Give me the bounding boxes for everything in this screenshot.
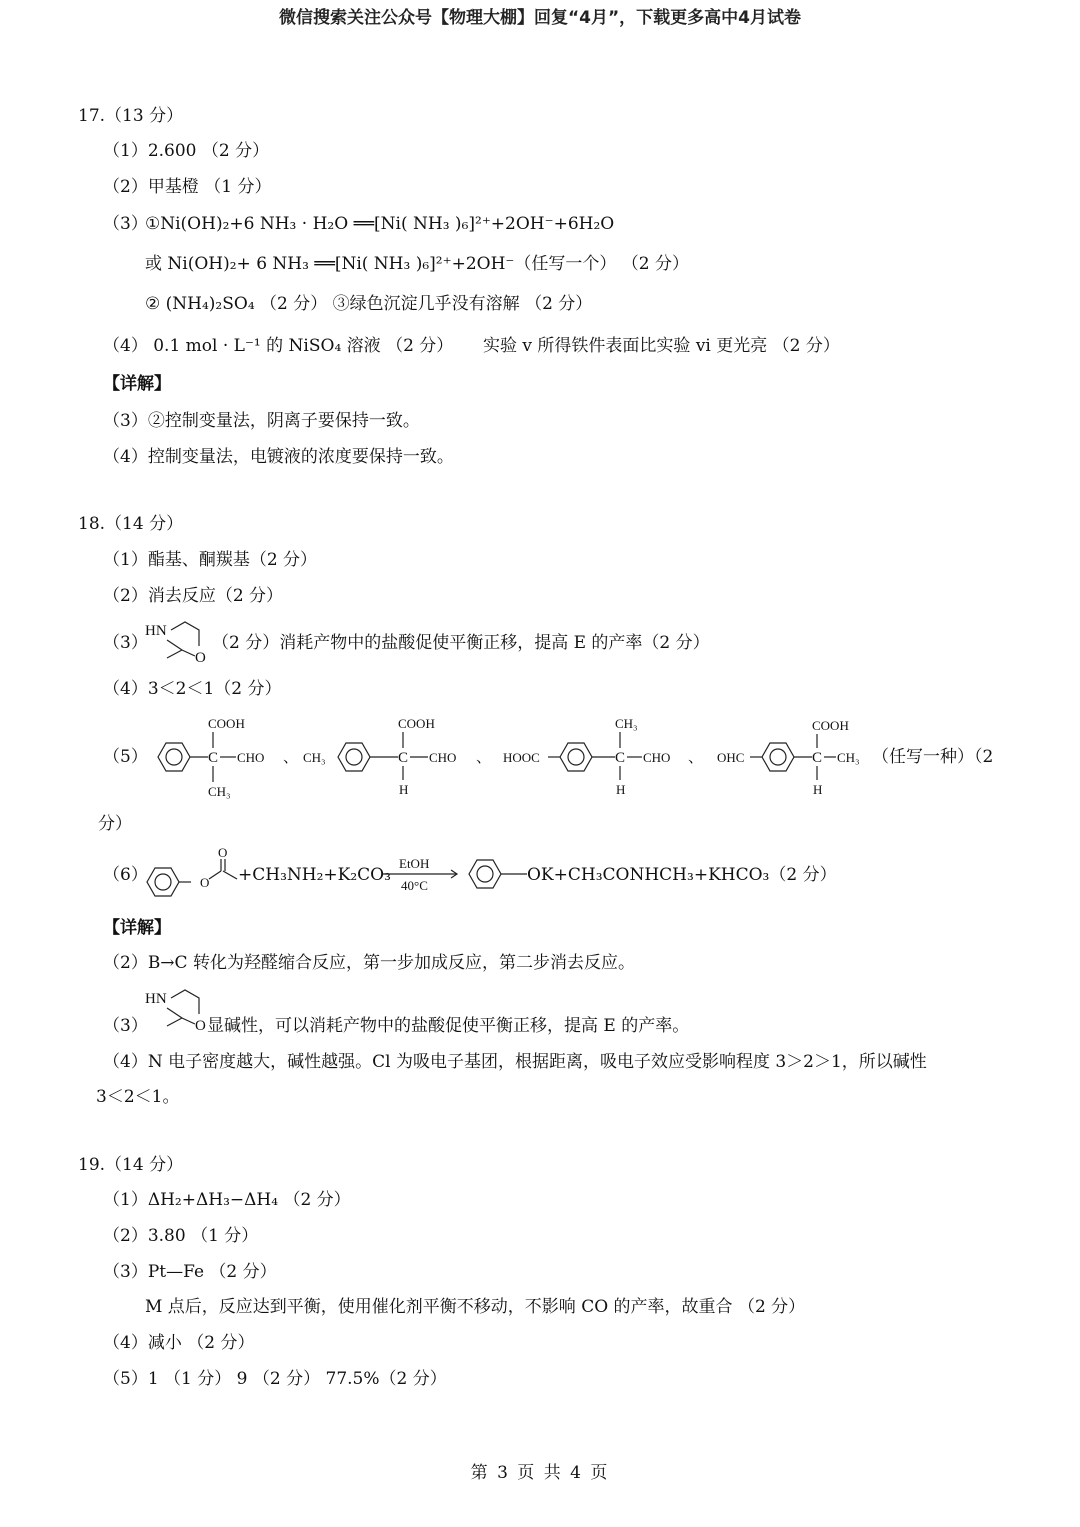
- morpholine-ring-bonds-top: [171, 990, 199, 1014]
- q19-answer-4: （4）减小 （2 分）: [103, 1333, 255, 1353]
- q18-answer-4: （4）3＜2＜1（2 分）: [103, 679, 282, 699]
- benzene-ring: [469, 860, 501, 888]
- benzene-ring-1-circle: [166, 749, 182, 765]
- q19-answer-1: （1）ΔH₂+ΔH₃−ΔH₄ （2 分）: [103, 1190, 351, 1210]
- separator: 、: [283, 750, 299, 766]
- isomer-4: [717, 718, 860, 797]
- morpholine-o-label: O: [195, 1018, 206, 1034]
- h-label: H: [399, 782, 409, 797]
- q17-detail-heading: 【详解】: [103, 374, 171, 394]
- q18-answer-6-products: OK+CH₃CONHCH₃+KHCO₃（2 分）: [527, 865, 837, 885]
- q17-answer-4-part-1: （4） 0.1 mol · L⁻¹ 的 NiSO₄ 溶液 （2 分）: [103, 336, 454, 356]
- q17-answer-3-equation-2: 或 Ni(OH)₂+ 6 NH₃ ══[Ni( NH₃ )₆]²⁺+2OH⁻（任写一个） （2 分）: [145, 254, 689, 274]
- cooh-label: COOH: [398, 716, 435, 731]
- q17-title: 17.（13 分）: [78, 106, 184, 126]
- q17-detail-4: （4）控制变量法，电镀液的浓度要保持一致。: [103, 447, 454, 467]
- ch3-label: CH₃: [615, 716, 638, 731]
- morpholine-ring-bonds-bottom: [167, 1008, 195, 1024]
- separator: 、: [476, 750, 492, 766]
- ch3-label: CH₃: [208, 784, 231, 799]
- cho-label: CHO: [643, 750, 671, 765]
- q17-answer-3-parts: ② (NH₄)₂SO₄ （2 分） ③绿色沉淀几乎没有溶解 （2 分）: [145, 294, 593, 314]
- carbon-label: C: [398, 750, 409, 766]
- q19-title: 19.（14 分）: [78, 1155, 184, 1175]
- morpholine-nh-label: HN: [145, 623, 167, 639]
- benzene-ring-1: [158, 743, 190, 771]
- carbon-label: C: [208, 750, 219, 766]
- q18-detail-4-line-1: （4）N 电子密度越大，碱性越强。Cl 为吸电子基团，根据距离，吸电子效应受影响程度 3＞2＞1，所以碱性: [103, 1052, 927, 1072]
- q18-detail-2: （2）B→C 转化为羟醛缩合反应，第一步加成反应，第二步消去反应。: [103, 953, 635, 973]
- benzene-ring-4-circle: [770, 749, 786, 765]
- q17-answer-4-part-2: 实验 v 所得铁件表面比实验 vi 更光亮 （2 分）: [483, 336, 840, 356]
- q18-answer-5-continued: 分）: [98, 814, 132, 834]
- cho-label: CHO: [237, 750, 265, 765]
- reaction-condition-solvent: EtOH: [399, 856, 430, 871]
- morpholine-o-label: O: [195, 650, 206, 666]
- q18-detail-4-line-2: 3＜2＜1。: [96, 1087, 180, 1107]
- q19-answer-2: （2）3.80 （1 分）: [103, 1226, 259, 1246]
- isomer-3: [503, 716, 670, 797]
- q18-answer-3-text: （2 分）消耗产物中的盐酸促使平衡正移，提高 E 的产率（2 分）: [212, 633, 710, 653]
- benzene-ring-2-circle: [346, 749, 362, 765]
- benzene-ring-3-circle: [568, 749, 584, 765]
- q18-answer-5-tail: （任写一种）（2: [872, 747, 994, 767]
- q17-detail-3: （3）②控制变量法，阴离子要保持一致。: [103, 411, 420, 431]
- q18-answer-5-label: （5）: [103, 747, 148, 767]
- q18-answer-6-reactants: +CH₃NH₂+K₂CO₃: [238, 865, 391, 885]
- h-label: H: [616, 782, 626, 797]
- benzene-ring-2: [338, 743, 370, 771]
- isomer-structures: [150, 710, 880, 800]
- benzene-ring-3: [560, 743, 592, 771]
- cooh-label: COOH: [812, 718, 849, 733]
- q17-answer-2: （2）甲基橙 （1 分）: [103, 177, 272, 197]
- ch3-label: CH₃: [837, 750, 860, 765]
- benzene-ring-4: [762, 743, 794, 771]
- q19-answer-3: （3）Pt—Fe （2 分）: [103, 1262, 277, 1282]
- q19-answer-3-explanation: M 点后，反应达到平衡，使用催化剂平衡不移动，不影响 CO 的产率，故重合 （2 分）: [145, 1297, 806, 1317]
- carbon-label: C: [615, 750, 626, 766]
- bond: [209, 871, 221, 879]
- phenyl-acetate-structure: [143, 845, 243, 900]
- phenoxide-structure: [465, 852, 535, 896]
- morpholine-structure-detail: [145, 988, 210, 1036]
- bond: [223, 871, 237, 879]
- benzene-ring: [147, 868, 179, 896]
- isomer-2: [303, 716, 456, 797]
- q17-answer-3-equation-1: ①Ni(OH)₂+6 NH₃ · H₂O ══[Ni( NH₃ )₆]²⁺+2OH⁻+6H₂O: [145, 214, 615, 234]
- morpholine-ring-bonds-top: [171, 622, 199, 646]
- hooc-label: HOOC: [503, 750, 540, 765]
- h-label: H: [813, 782, 823, 797]
- page-header-banner: 微信搜索关注公众号【物理大棚】回复“4月”，下载更多高中4月试卷: [278, 8, 801, 28]
- morpholine-methyl-bond: [167, 1018, 182, 1026]
- ester-o-label: O: [200, 875, 210, 890]
- q18-detail-3-text: 显碱性，可以消耗产物中的盐酸促使平衡正移，提高 E 的产率。: [207, 1016, 690, 1036]
- isomer-1: [158, 716, 264, 799]
- q18-answer-6-label: （6）: [103, 865, 148, 885]
- carbonyl-o-label: O: [218, 845, 228, 860]
- ohc-label: OHC: [717, 750, 745, 765]
- benzene-ring-circle: [477, 866, 493, 882]
- q18-title: 18.（14 分）: [78, 514, 184, 534]
- q17-answer-3-label: （3）: [103, 214, 148, 234]
- cho-label: CHO: [429, 750, 457, 765]
- morpholine-nh-label: HN: [145, 991, 167, 1007]
- page-footer: 第 3 页 共 4 页: [470, 1463, 610, 1483]
- benzene-ring-circle: [155, 874, 171, 890]
- ch3-label: CH₃: [303, 750, 326, 765]
- q18-detail-3-label: （3）: [103, 1016, 148, 1036]
- q19-answer-5: （5）1 （1 分） 9 （2 分） 77.5%（2 分）: [103, 1369, 447, 1389]
- morpholine-methyl-bond: [167, 650, 182, 658]
- q18-answer-3-label: （3）: [103, 633, 148, 653]
- carbon-label: C: [812, 750, 823, 766]
- morpholine-ring-bonds-bottom: [167, 640, 195, 656]
- morpholine-structure-answer: [145, 618, 210, 666]
- cooh-label: COOH: [208, 716, 245, 731]
- q17-answer-1: （1）2.600 （2 分）: [103, 141, 270, 161]
- reaction-condition-temperature: 40°C: [401, 878, 428, 893]
- q18-detail-heading: 【详解】: [103, 918, 171, 938]
- q18-answer-2: （2）消去反应（2 分）: [103, 586, 284, 606]
- separator: 、: [688, 750, 704, 766]
- q18-answer-1: （1）酯基、酮羰基（2 分）: [103, 550, 318, 570]
- reaction-arrow: [383, 852, 463, 894]
